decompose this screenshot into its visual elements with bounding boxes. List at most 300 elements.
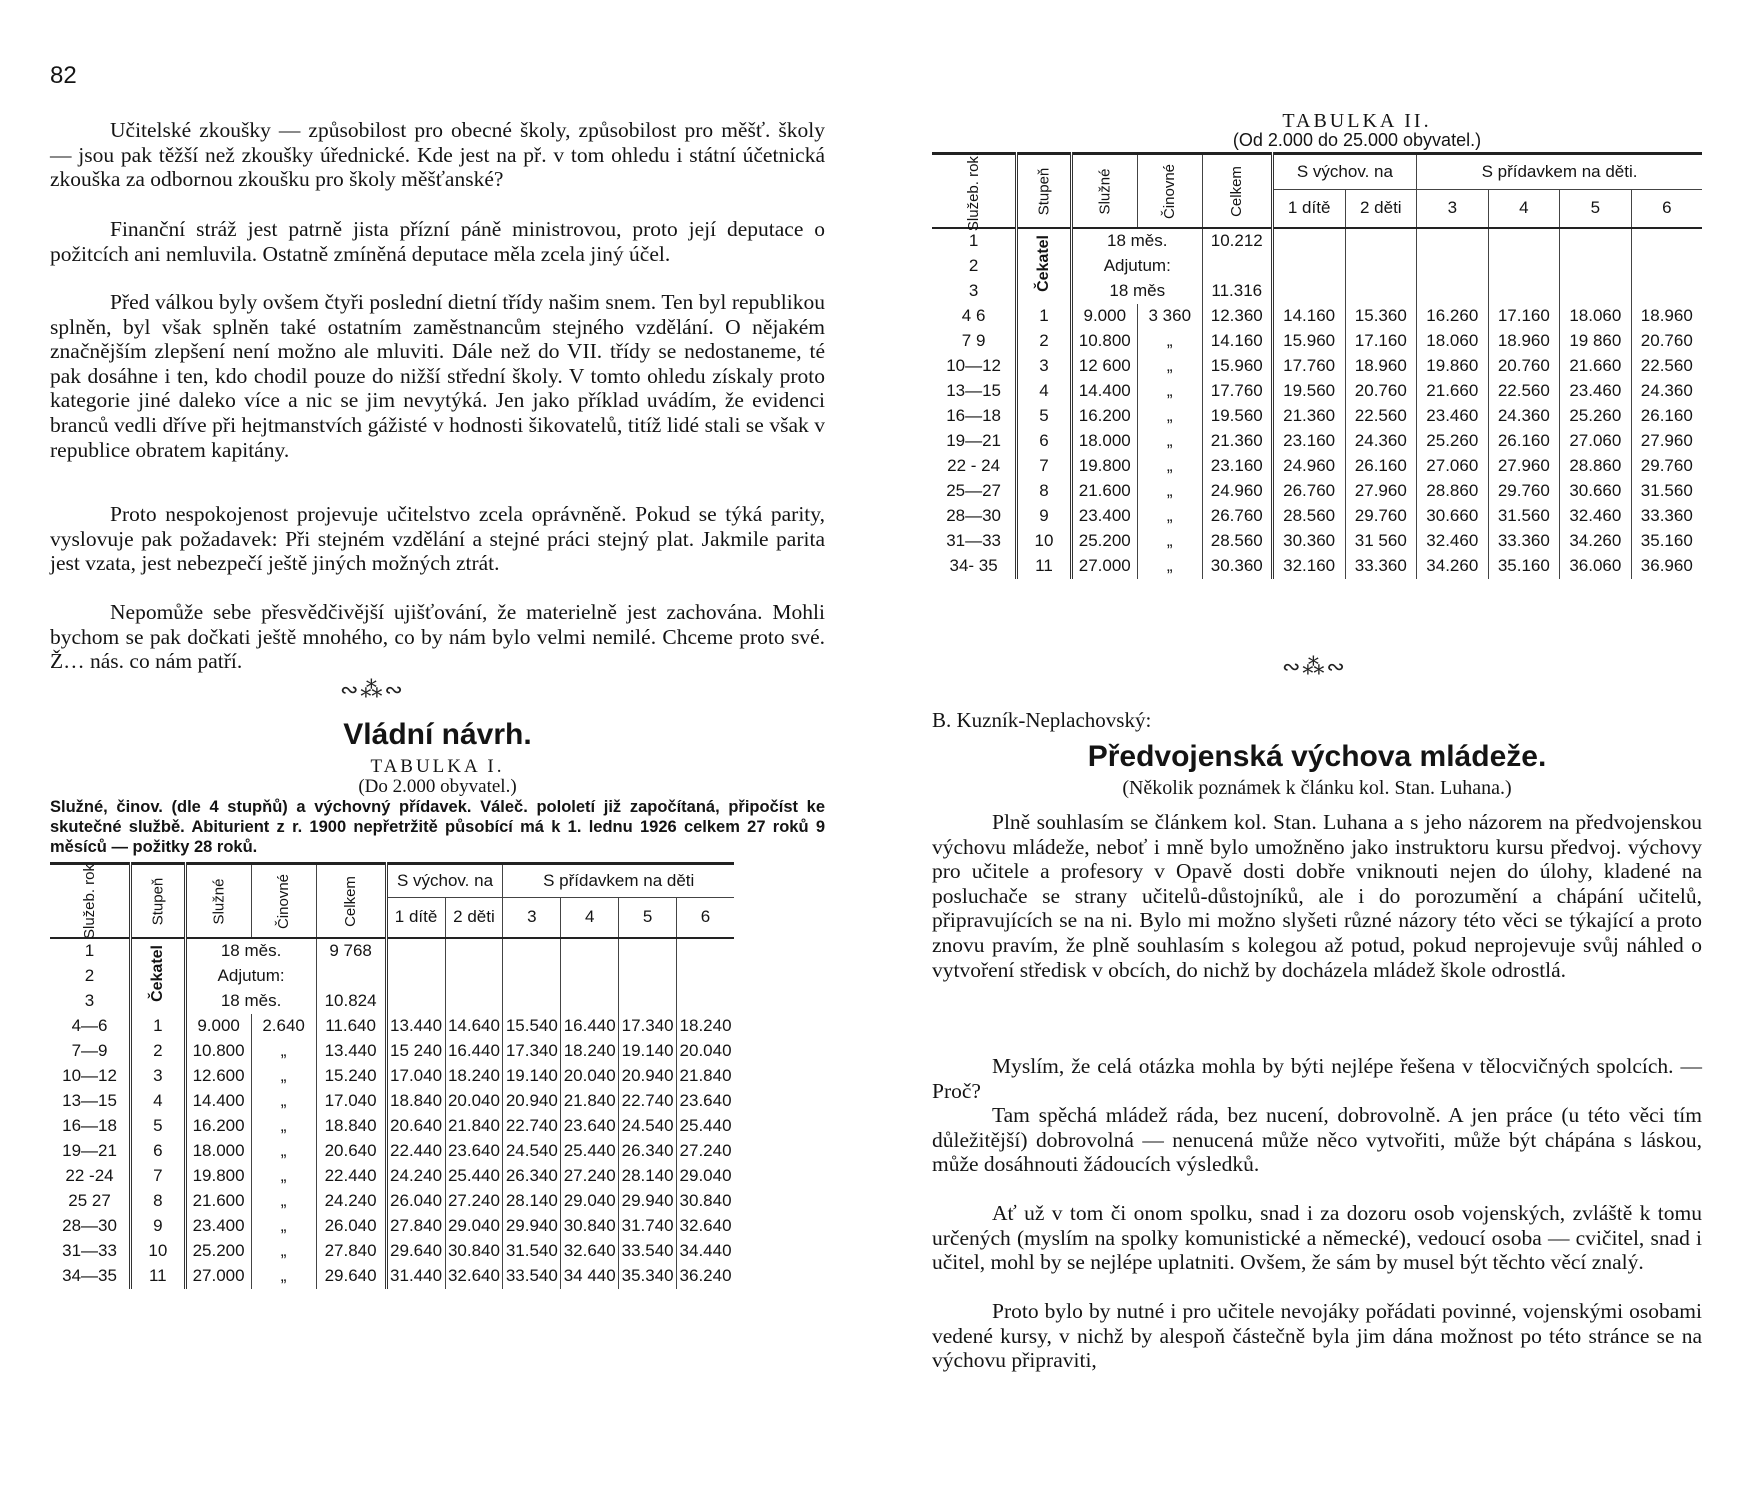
table-cell: 16.200: [185, 1114, 251, 1139]
table-cell: 1: [1017, 304, 1072, 329]
table-cell: 17.340: [503, 1039, 561, 1064]
table-cell: 33.360: [1488, 529, 1560, 554]
table-cell: 21.600: [185, 1189, 251, 1214]
cell-empty: [386, 989, 445, 1014]
ornament: ∾⁂∾: [1282, 654, 1347, 679]
cell-empty: [561, 964, 619, 989]
table-cell: 24.960: [1272, 454, 1345, 479]
table-row: [50, 1264, 734, 1289]
table-row: [932, 529, 1702, 554]
table-cell: 18.060: [1560, 304, 1632, 329]
cell-empty: [386, 964, 445, 989]
paragraph: Nepomůže sebe přesvědčivější ujišťování, že materielně jest zachována. Mohli bychom se pak dočkati ještě mnohého, co by nám bylo velmi nemilé. Chceme proto své. Ž… nás. co nám patří.: [50, 600, 825, 674]
table-cell: 10: [131, 1239, 186, 1264]
cell-empty: [1631, 254, 1702, 279]
table-subtitle: (Do 2.000 obyvatel.): [358, 776, 517, 797]
page-number: 82: [50, 62, 77, 89]
table-cell: 27.960: [1345, 479, 1417, 504]
table-row: [932, 228, 1702, 254]
table-cell: 28.560: [1272, 504, 1345, 529]
cell-empty: [445, 938, 503, 964]
table-cell: 32.460: [1560, 504, 1632, 529]
table-cell: 15.360: [1345, 304, 1417, 329]
paragraph: Myslím, že celá otázka mohla by býti nejlépe řešena v tělocvičných spolcích. — Proč?: [932, 1054, 1702, 1103]
table-cell: 12 600: [1071, 354, 1137, 379]
cell-empty: [561, 938, 619, 964]
table-cell: 16.440: [561, 1014, 619, 1039]
cell-empty: [1560, 254, 1632, 279]
cell-empty: [619, 964, 677, 989]
header-cinovne: Činovné: [251, 864, 316, 938]
table-cell: 31.540: [503, 1239, 561, 1264]
cekatel-label: [131, 938, 186, 1014]
header-3: 3: [1417, 190, 1489, 228]
table-cell: 29.760: [1488, 479, 1560, 504]
table-cell: 31 560: [1345, 529, 1417, 554]
cell-empty: [619, 938, 677, 964]
table-cell: 23.160: [1272, 429, 1345, 454]
header-4: 4: [1488, 190, 1560, 228]
table-cell: 30.840: [561, 1214, 619, 1239]
cell-empty: [1417, 228, 1489, 254]
table-cell: 17.160: [1488, 304, 1560, 329]
table-cell: 2: [131, 1039, 186, 1064]
table-cell: 25.260: [1560, 404, 1632, 429]
table-title: TABULKA II.: [1282, 110, 1432, 132]
table-cell: 35.340: [619, 1264, 677, 1289]
table-cell: 17.760: [1202, 379, 1272, 404]
table-cell: „: [1137, 354, 1202, 379]
table-cell: 30.660: [1417, 504, 1489, 529]
table-note: Služné, činov. (dle 4 stupňů) a výchovný přídavek. Váleč. pololetí již započítaná, připočíst ke skutečné službě. Abiturient z r. 1900 nepřetržitě působící má k 1. lednu 1926 celkem 27 roků 9 měsíců — požitky 28 roků.: [50, 798, 825, 856]
table-cell: 27.960: [1640, 431, 1693, 450]
table-cell: 26.760: [1202, 504, 1272, 529]
table-cell: 16—18: [50, 1114, 131, 1139]
table-cell: 18.960: [1640, 306, 1693, 325]
paragraph: Tam spěchá mládež ráda, bez nucení, dobrovolně. A jen práce (u této věci tím důležitější) dobrovolná — nenucená může něco vytvořiti, může být chápána s láskou, může dosáhnouti žádoucích výsledků.: [932, 1103, 1702, 1177]
table-cell: 36.060: [1560, 554, 1632, 579]
paragraph: Finanční stráž jest patrně jista přízní páně ministrovou, proto její deputace o požitcích ani nemluvila. Ostatně zmíněná deputace měla zcela jiný účel.: [50, 217, 825, 266]
header-sluzne: Služné: [1071, 154, 1137, 228]
cekatel-text: Čekatel: [1034, 235, 1052, 292]
table-cell: 27.000: [1071, 554, 1137, 579]
header-5: 5: [1560, 190, 1632, 228]
header-2-deti: 2 děti: [445, 898, 503, 938]
table-cell: 4—6: [50, 1014, 131, 1039]
table-cell: „: [251, 1264, 316, 1289]
table-cell: 33.540: [619, 1239, 677, 1264]
table-row: [50, 1139, 734, 1164]
table-row: [932, 329, 1702, 354]
table-row: [50, 1014, 734, 1039]
table-subtitle: (Od 2.000 do 25.000 obyvatel.): [1232, 130, 1482, 150]
cell-celkem: 10.824: [316, 989, 386, 1014]
table-cell: 19.560: [1272, 379, 1345, 404]
table-cell: 3: [131, 1064, 186, 1089]
header-sluzne: Služné: [185, 864, 251, 938]
table-cell: 23.160: [1202, 454, 1272, 479]
table-cell: 22.740: [619, 1089, 677, 1114]
table-cell: 28.140: [619, 1164, 677, 1189]
table-cell: 2.640: [251, 1014, 316, 1039]
table-cell: 23.640: [445, 1139, 503, 1164]
table-cell: 21.660: [1560, 354, 1632, 379]
table-cell: 25.200: [1071, 529, 1137, 554]
salary-table-2: [932, 152, 1702, 579]
table-cell: 27.240: [445, 1189, 503, 1214]
table-cell: 29.760: [1345, 504, 1417, 529]
header-s-pridavkem: S přídavkem na děti.: [1417, 154, 1702, 190]
cell-empty: [1272, 279, 1345, 304]
cell-pre-text: Adjutum:: [1071, 254, 1202, 279]
cell-celkem: 10.212: [1202, 228, 1272, 254]
table-cell: 27.840: [316, 1239, 386, 1264]
table-cell: 20.640: [386, 1114, 445, 1139]
table-cell: 21.360: [1202, 429, 1272, 454]
header-s-vychov: S výchov. na: [386, 864, 503, 898]
header-6: 6: [1631, 190, 1702, 228]
table-cell: 24.360: [1345, 429, 1417, 454]
cell-empty: [1488, 279, 1560, 304]
table-cell: 31.560: [1488, 504, 1560, 529]
table-cell: 14.160: [1202, 329, 1272, 354]
table-cell: 31—33: [50, 1239, 131, 1264]
table-cell: 14.400: [185, 1089, 251, 1114]
table-cell: 27.000: [185, 1264, 251, 1289]
table-cell: 33.360: [1640, 506, 1693, 525]
table-row: [50, 1189, 734, 1214]
table-cell: 35.160: [1640, 531, 1693, 550]
cell-rok: 1: [50, 938, 131, 964]
table-row: [932, 379, 1702, 404]
table-row: [932, 479, 1702, 504]
table-cell: 23.400: [185, 1214, 251, 1239]
table-cell: 6: [131, 1139, 186, 1164]
cell-empty: [1345, 279, 1417, 304]
paragraph: Ať už v tom či onom spolku, snad i za dozoru osob vojenských, zvláště k tomu určených (myslím na spolky komunistické a německé), vedoucí osoba — cvičitel, snad i učitel, mohl by se nejlépe uplatniti. Ovšem, že sám by musel být těchto věcí znalý.: [932, 1201, 1702, 1275]
paragraph: Před válkou byly ovšem čtyři poslední dietní třídy našim snem. Ten byl republikou splněn, byl však splněn také ostatním zaměstnancům stejného vzdělání. O nějakém značnějším zlepšení není možno ale mluviti. Dále než do VII. třídy se nedostaneme, té pak dosáhne i ten, kdo chodil pouze do nižší střední školy. V tomto ohledu získaly proto kategorie jiné daleko více a nic se jim nevytýká. Jen jako příklad uvádím, že evidenci branců vedli dříve při hejtmanstvích gážisté v hodnosti šikovatelů, titíž lidé stali se však v republice obratem kapitány.: [50, 290, 825, 462]
table-cell: 29.640: [316, 1264, 386, 1289]
cekatel-text: Čekatel: [148, 945, 166, 1002]
table-cell: 18.000: [1071, 429, 1137, 454]
table-row: [50, 1039, 734, 1064]
table-cell: „: [251, 1064, 316, 1089]
table-row: [932, 304, 1702, 329]
section-heading: Vládní návrh.: [343, 718, 532, 751]
table-cell: 29.040: [679, 1166, 732, 1185]
table-cell: 18.840: [316, 1114, 386, 1139]
table-cell: 28.560: [1202, 529, 1272, 554]
cell-empty: [1631, 279, 1702, 304]
cell-empty: [1631, 228, 1702, 254]
table-cell: 18.840: [386, 1089, 445, 1114]
table-cell: „: [251, 1164, 316, 1189]
table-cell: 29.640: [386, 1239, 445, 1264]
article-author: B. Kuzník-Neplachovský:: [932, 708, 1152, 732]
table-cell: 31.740: [619, 1214, 677, 1239]
table-cell: 20.640: [316, 1139, 386, 1164]
table-cell: 15.960: [1272, 329, 1345, 354]
header-cinovne: Činovné: [1137, 154, 1202, 228]
table-cell: „: [251, 1089, 316, 1114]
table-cell: 33.360: [1345, 554, 1417, 579]
cell-empty: [1345, 228, 1417, 254]
header-2-deti: 2 děti: [1345, 190, 1417, 228]
table-cell: „: [251, 1114, 316, 1139]
table-cell: „: [1137, 529, 1202, 554]
table-cell: 23.400: [1071, 504, 1137, 529]
table-cell: 28.860: [1560, 454, 1632, 479]
table-cell: 17.760: [1272, 354, 1345, 379]
table-cell: 24.240: [316, 1189, 386, 1214]
table-cell: 31—33: [932, 529, 1017, 554]
header-sluzeb-rok: Služeb. rok.: [932, 154, 1017, 228]
table-row: [932, 454, 1702, 479]
table-cell: 24.540: [503, 1139, 561, 1164]
table-cell: 20.040: [679, 1041, 732, 1060]
table-cell: 22.440: [316, 1164, 386, 1189]
table-cell: 19 860: [1560, 329, 1632, 354]
table-cell: 22.560: [1640, 356, 1693, 375]
table-cell: 34 440: [561, 1264, 619, 1289]
table-cell: „: [1137, 454, 1202, 479]
cell-empty: [1488, 254, 1560, 279]
table-cell: 24.540: [619, 1114, 677, 1139]
table-cell: 26.340: [619, 1139, 677, 1164]
cell-empty: [503, 989, 561, 1014]
table-cell: 18.060: [1417, 329, 1489, 354]
table-cell: 25.440: [679, 1116, 732, 1135]
table-cell: 10: [1017, 529, 1072, 554]
salary-table-1: [50, 862, 734, 1289]
cell-empty: [1417, 279, 1489, 304]
table-cell: 7: [1017, 454, 1072, 479]
cell-celkem: 11.316: [1202, 279, 1272, 304]
table-cell: 26.160: [1640, 406, 1693, 425]
table-cell: 11.640: [316, 1014, 386, 1039]
table-cell: 29.760: [1640, 456, 1693, 475]
table-cell: 32.460: [1417, 529, 1489, 554]
table-cell: 27.240: [679, 1141, 732, 1160]
table-cell: 34.260: [1417, 554, 1489, 579]
table-cell: 7: [131, 1164, 186, 1189]
table-cell: 19.140: [619, 1039, 677, 1064]
table-cell: 20.040: [561, 1064, 619, 1089]
table-cell: 9: [131, 1214, 186, 1239]
table-cell: 31.440: [386, 1264, 445, 1289]
table-cell: 24.240: [386, 1164, 445, 1189]
table-cell: 15.540: [503, 1014, 561, 1039]
table-cell: 13—15: [932, 379, 1017, 404]
table-cell: 30.840: [679, 1191, 732, 1210]
table-cell: 21.360: [1272, 404, 1345, 429]
header-s-vychov: S výchov. na: [1272, 154, 1416, 190]
cell-empty: [503, 964, 561, 989]
table-cell: 11: [1017, 554, 1072, 579]
table-cell: 30.840: [445, 1239, 503, 1264]
cell-empty: [1488, 228, 1560, 254]
cell-rok: 1: [932, 228, 1017, 254]
header-stupen: Stupeň: [1017, 154, 1072, 228]
table-cell: 27.060: [1417, 454, 1489, 479]
table-cell: 4: [131, 1089, 186, 1114]
table-cell: 22.740: [503, 1114, 561, 1139]
table-cell: 15.960: [1202, 354, 1272, 379]
table-cell: 21.840: [445, 1114, 503, 1139]
table-cell: 28.860: [1417, 479, 1489, 504]
table-cell: „: [1137, 479, 1202, 504]
ornament: ∾⁂∾: [340, 677, 405, 702]
table-cell: 32.160: [1272, 554, 1345, 579]
cell-celkem: 9 768: [316, 938, 386, 964]
table-cell: „: [251, 1214, 316, 1239]
table-cell: 34—35: [50, 1264, 131, 1289]
table-cell: 20.760: [1345, 379, 1417, 404]
header-stupen: Stupeň: [131, 864, 186, 938]
table-cell: 18.240: [561, 1039, 619, 1064]
table-cell: 25—27: [932, 479, 1017, 504]
table-cell: 8: [131, 1189, 186, 1214]
table-row: [50, 1089, 734, 1114]
cell-empty: [1345, 254, 1417, 279]
table-cell: 29.040: [561, 1189, 619, 1214]
table-cell: 9: [1017, 504, 1072, 529]
cell-empty: [677, 938, 734, 964]
table-row: [50, 1164, 734, 1189]
table-cell: 13—15: [50, 1089, 131, 1114]
table-cell: 18.240: [445, 1064, 503, 1089]
cell-rok: 2: [932, 254, 1017, 279]
article-heading: Předvojenská výchova mládeže.: [1087, 740, 1547, 773]
table-cell: 30.660: [1560, 479, 1632, 504]
cell-celkem: [1202, 254, 1272, 279]
table-cell: 26.040: [386, 1189, 445, 1214]
header-1-dite: 1 dítě: [1272, 190, 1345, 228]
table-cell: 23.460: [1417, 404, 1489, 429]
table-cell: 34- 35: [932, 554, 1017, 579]
header-1-dite: 1 dítě: [386, 898, 445, 938]
table-cell: 21.660: [1417, 379, 1489, 404]
cell-pre-text: 18 měs.: [185, 938, 316, 964]
table-cell: „: [1137, 329, 1202, 354]
table-cell: 34.260: [1560, 529, 1632, 554]
paragraph: Proto bylo by nutné i pro učitele nevojáky pořádati povinné, vojenskými osobami vedené kursy, v nichž by alespoň částečně byla jim dána možnost po této stránce se na výchovu připraviti,: [932, 1299, 1702, 1373]
table-cell: 7—9: [50, 1039, 131, 1064]
table-row: [50, 1214, 734, 1239]
cell-empty: [677, 964, 734, 989]
table-cell: 29.940: [619, 1189, 677, 1214]
table-cell: 22.440: [386, 1139, 445, 1164]
table-cell: 28—30: [932, 504, 1017, 529]
cell-pre-text: Adjutum:: [185, 964, 316, 989]
table-cell: 16—18: [932, 404, 1017, 429]
header-4: 4: [561, 898, 619, 938]
table-cell: 3: [1017, 354, 1072, 379]
table-cell: 14.640: [445, 1014, 503, 1039]
cell-pre-text: 18 měs.: [1071, 228, 1202, 254]
table-cell: 3 360: [1137, 304, 1202, 329]
article-subheading: (Několik poznámek k článku kol. Stan. Luhana.): [1122, 777, 1512, 799]
table-cell: 9.000: [185, 1014, 251, 1039]
table-cell: „: [251, 1189, 316, 1214]
table-row: [932, 429, 1702, 454]
table-cell: 33.540: [503, 1264, 561, 1289]
table-cell: 30.360: [1272, 529, 1345, 554]
table-cell: 26.040: [316, 1214, 386, 1239]
table-cell: 12.600: [185, 1064, 251, 1089]
table-cell: 13.440: [386, 1014, 445, 1039]
cell-celkem: [316, 964, 386, 989]
header-sluzeb-rok: Služeb. rok: [50, 864, 131, 938]
table-cell: 12.360: [1202, 304, 1272, 329]
table-cell: 36.960: [1640, 556, 1693, 575]
table-cell: 18.240: [679, 1016, 732, 1035]
table-cell: 18.960: [1488, 329, 1560, 354]
table-cell: 9.000: [1071, 304, 1137, 329]
table-cell: 10.800: [1071, 329, 1137, 354]
table-cell: 10.800: [185, 1039, 251, 1064]
table-cell: 28.140: [503, 1189, 561, 1214]
table-cell: 15 240: [386, 1039, 445, 1064]
cell-empty: [445, 964, 503, 989]
table-cell: 16.260: [1417, 304, 1489, 329]
table-cell: 27.240: [561, 1164, 619, 1189]
table-cell: 25.440: [561, 1139, 619, 1164]
cell-pre-text: 18 měs.: [185, 989, 316, 1014]
table-cell: „: [251, 1039, 316, 1064]
header-3: 3: [503, 898, 561, 938]
table-cell: 22.560: [1345, 404, 1417, 429]
paragraph: Plně souhlasím se článkem kol. Stan. Luhana a s jeho názorem na předvojenskou výchovu mládeže, neboť i mně bylo umožněno jako instruktoru kursu předvoj. výchovy pro učitele a profesory v Opavě dosti dobře vniknouti nejen do úlohy, kladené na posluchače se strany učitelů-důstojníků, ale i do porozumění a chápání učitelů, připravujících se na ni. Bylo mi možno slyšeti různé názory této věci se týkající a proto znovu pravím, že plně souhlasím s kolegou až potud, pokud neprojevuje svůj náhled o vytvoření středisk v obcích, do nichž by docházela mládež škole odrostlá.: [932, 810, 1702, 982]
table-cell: 15.240: [316, 1064, 386, 1089]
table-title: TABULKA I.: [370, 756, 505, 777]
cell-rok: 2: [50, 964, 131, 989]
table-cell: 25.260: [1417, 429, 1489, 454]
table-cell: 17.340: [619, 1014, 677, 1039]
table-cell: 21.840: [679, 1066, 732, 1085]
table-cell: „: [1137, 554, 1202, 579]
table-cell: „: [251, 1139, 316, 1164]
cell-empty: [1560, 228, 1632, 254]
table-cell: 31.560: [1640, 481, 1693, 500]
cell-empty: [561, 989, 619, 1014]
table-cell: „: [251, 1239, 316, 1264]
table-cell: 22 - 24: [932, 454, 1017, 479]
table-cell: 23.640: [561, 1114, 619, 1139]
cell-rok: 3: [50, 989, 131, 1014]
table-cell: 27.960: [1488, 454, 1560, 479]
paragraph: Učitelské zkoušky — způsobilost pro obecné školy, způsobilost pro měšť. školy — jsou pak těžší než zkoušky úřednické. Kde jest na př. v tom ohledu i státní účetnická zkouška za odbornou zkoušku pro školy měšťanské?: [50, 118, 825, 192]
table-cell: 18.960: [1345, 354, 1417, 379]
header-celkem: Celkem: [316, 864, 386, 938]
table-cell: 26.160: [1488, 429, 1560, 454]
table-cell: 19.560: [1202, 404, 1272, 429]
cell-pre-text: 18 měs: [1071, 279, 1202, 304]
table-cell: 35.160: [1488, 554, 1560, 579]
table-cell: „: [1137, 429, 1202, 454]
table-cell: 36.240: [679, 1266, 732, 1285]
table-cell: 32.640: [561, 1239, 619, 1264]
cell-empty: [1560, 279, 1632, 304]
header-6: 6: [677, 898, 734, 938]
table-cell: 8: [1017, 479, 1072, 504]
table-cell: 25.200: [185, 1239, 251, 1264]
table-cell: 25.440: [445, 1164, 503, 1189]
table-cell: 19—21: [932, 429, 1017, 454]
table-cell: „: [1137, 379, 1202, 404]
cell-empty: [386, 938, 445, 964]
table-cell: 21.600: [1071, 479, 1137, 504]
